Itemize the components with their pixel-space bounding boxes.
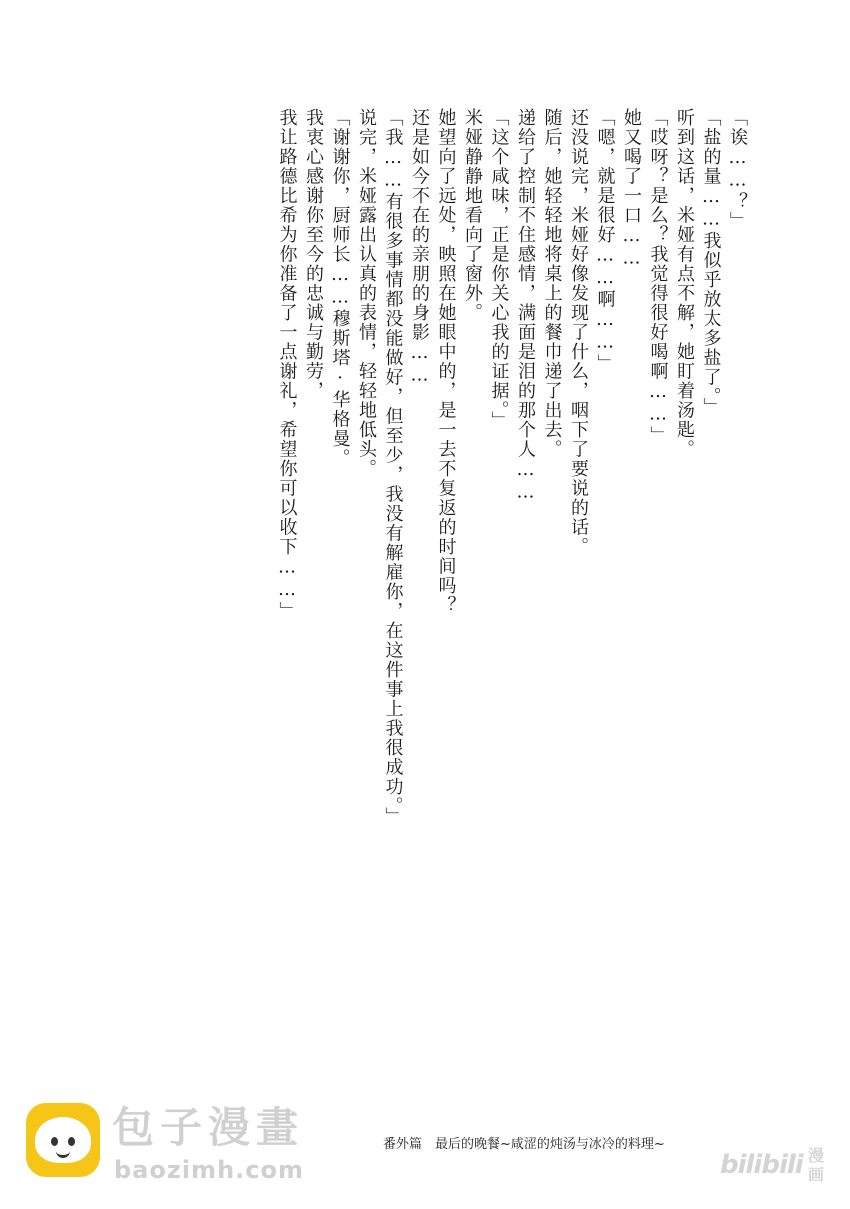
watermark-title: 包子漫畫 — [112, 1103, 305, 1152]
text-line: 她又喝了一口…… — [621, 108, 642, 270]
watermark-url: baozimh.com — [114, 1156, 304, 1184]
bilibili-watermark: bilibili — [720, 1150, 803, 1180]
text-line: 我让路德比希为你准备了一点谢礼，希望你可以收下……」 — [276, 108, 298, 621]
text-line: 说完，米娅露出认真的表情，轻轻地低头。 — [356, 108, 377, 479]
text-line: 米娅静静地看向了窗外。 — [462, 108, 483, 323]
text-line: 听到这话，米娅有点不解，她盯着汤匙。 — [674, 108, 695, 459]
text-line: 「盐的量……我似乎放太多盐了。」 — [700, 108, 722, 417]
logo-mouth — [56, 1148, 70, 1158]
chapter-caption: 番外篇 最后的晚餐~咸涩的炖汤与冰冷的料理~ — [383, 1137, 665, 1152]
text-line: 「这个咸味，正是你关心我的证据。」 — [488, 108, 510, 431]
logo-eye-right — [68, 1137, 75, 1146]
text-line: 「嗯，就是很好……啊……」 — [594, 108, 616, 374]
novel-text-block — [273, 108, 750, 868]
text-line: 我衷心感谢你至今的忠诚与勤劳， — [303, 108, 324, 401]
text-line: 随后，她轻轻地将桌上的餐巾递了出去。 — [541, 108, 563, 459]
text-line: 「我……有很多事情都没能做好，但至少，我没有解雇你，在这件事上我很成功。」 — [382, 108, 404, 827]
logo-eye-left — [51, 1137, 58, 1146]
text-line: 递给了控制不住感情，满面是泪的那个人…… — [515, 108, 536, 504]
bun-shape — [35, 1117, 91, 1163]
text-line: 「诶……？」 — [727, 108, 748, 231]
text-line: 还没说完，米娅好像发现了什么，咽下了要说的话。 — [568, 108, 589, 557]
baozi-logo-icon — [26, 1103, 100, 1177]
bilibili-manhua-label: 漫画 — [808, 1146, 825, 1184]
text-line: 「谢谢你，厨师长……穆斯塔·华格曼。 — [329, 108, 351, 468]
text-line: 她望向了远处，映照在她眼中的，是一去不复返的时间吗？ — [435, 108, 457, 615]
text-line: 「哎呀？是么？我觉得很好喝啊……」 — [647, 108, 669, 446]
text-line: 还是如今不在的亲朋的身影…… — [409, 108, 430, 387]
